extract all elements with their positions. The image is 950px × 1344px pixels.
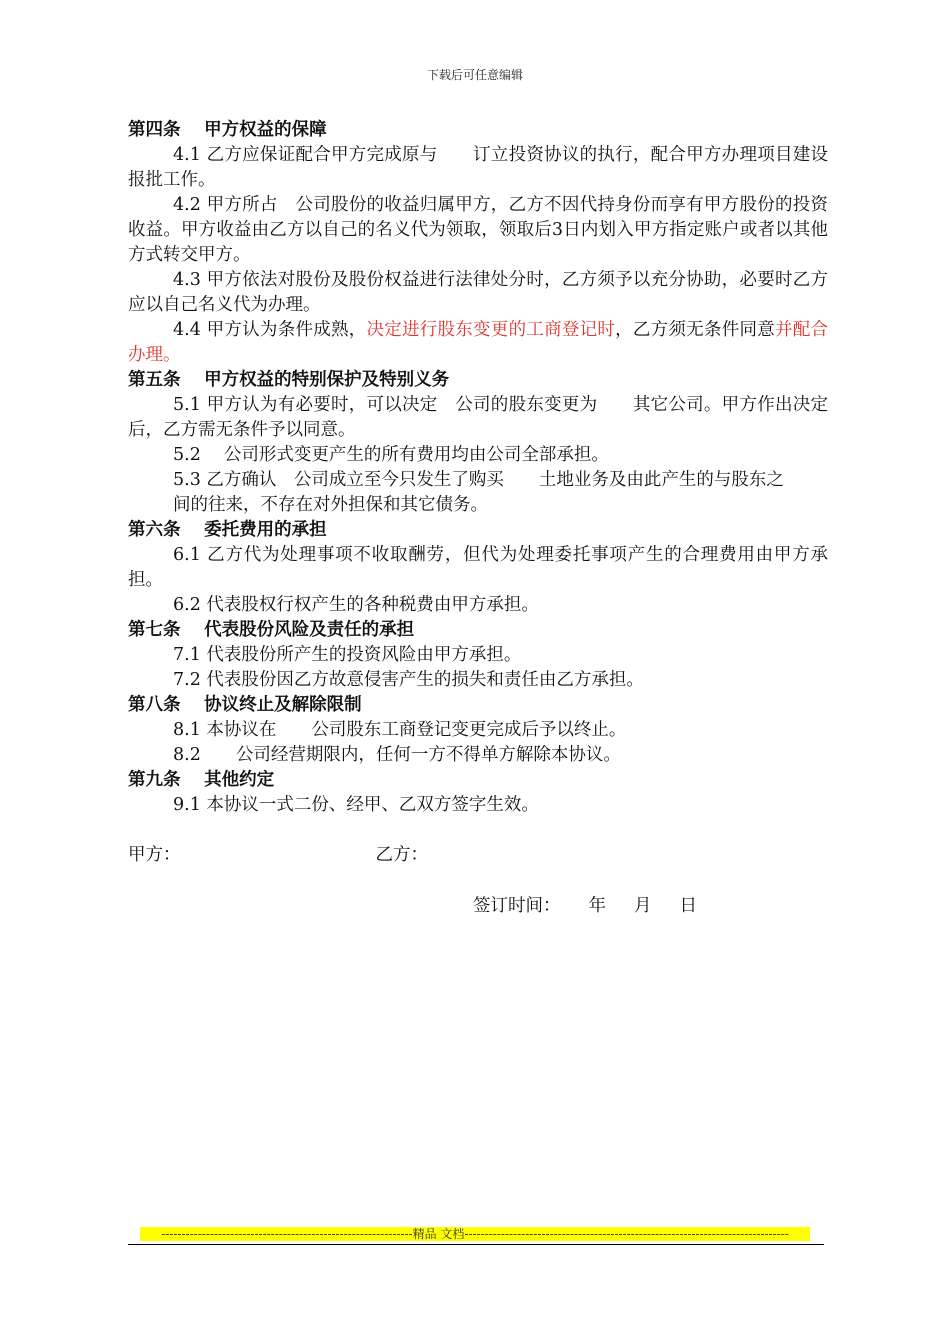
signing-date-label: 签订时间：	[473, 896, 561, 916]
clause-7-1: 7.1 代表股份所产生的投资风险由甲方承担。	[173, 645, 522, 665]
article-7-heading: 第七条 代表股份风险及责任的承担	[128, 620, 415, 640]
clause-4-4-highlight-end: 并配合办理。	[128, 320, 829, 365]
clause-6-2: 6.2 代表股权行权产生的各种税费由甲方承担。	[173, 595, 539, 615]
footer-watermark-bar	[140, 1227, 810, 1241]
clause-4-1: 4.1 乙方应保证配合甲方完成原与 订立投资协议的执行，配合甲方办理项目建设报批工作。	[128, 145, 828, 190]
footer-dashes-left: --------------------------------------------------------------	[161, 1227, 413, 1241]
footer-divider	[128, 1244, 824, 1245]
footer-dashes-right: --------------------------------------------------------------------------------	[464, 1227, 789, 1241]
party-b-label: 乙方：	[375, 845, 428, 865]
document-body	[128, 118, 828, 919]
article-8-heading: 第八条 协议终止及解除限制	[128, 695, 362, 715]
header-note: 下载后可任意编辑	[426, 68, 523, 82]
clause-5-1: 5.1 甲方认为有必要时，可以决定 公司的股东变更为 其它公司。甲方作出决定后，乙方需无条件予以同意。	[128, 395, 828, 440]
clause-4-4-highlight: 决定进行股东变更的工商登记时	[366, 320, 616, 340]
clause-5-3-line1: 5.3 乙方确认 公司成立至今只发生了购买 土地业务及由此产生的与股东之	[173, 470, 784, 490]
article-9-heading: 第九条 其他约定	[128, 770, 275, 790]
year-label: 年	[588, 896, 606, 916]
signature-parties	[128, 843, 828, 868]
clause-8-2: 8.2 公司经营期限内，任何一方不得单方解除本协议。	[173, 745, 621, 765]
clause-5-2: 5.2 公司形式变更产生的所有费用均由公司全部承担。	[173, 445, 609, 465]
month-label: 月	[634, 896, 652, 916]
day-label: 日	[679, 896, 697, 916]
clause-4-3: 4.3 甲方依法对股份及股份权益进行法律处分时，乙方须予以充分协助，必要时乙方应以自己名义代为办理。	[128, 270, 828, 315]
signing-date	[128, 894, 828, 919]
clause-4-4	[128, 318, 828, 368]
article-4-heading: 第四条 甲方权益的保障	[128, 120, 327, 140]
clause-5-3-line2: 间的往来，不存在对外担保和其它债务。	[173, 495, 488, 515]
footer-text: 精品 文档	[412, 1227, 465, 1241]
clause-9-1: 9.1 本协议一式二份、经甲、乙双方签字生效。	[173, 795, 539, 815]
clause-6-1: 6.1 乙方代为处理事项不收取酬劳，但代为处理委托事项产生的合理费用由甲方承担。	[128, 545, 828, 590]
clause-4-2: 4.2 甲方所占 公司股份的收益归属甲方，乙方不因代持身份而享有甲方股份的投资收益。甲方收益由乙方以自己的名义代为领取，领取后3日内划入甲方指定账户或者以其他方式转交甲方。	[128, 195, 828, 265]
clause-5-3	[128, 468, 828, 518]
article-5-heading: 第五条 甲方权益的特别保护及特别义务	[128, 370, 450, 390]
clause-7-2: 7.2 代表股份因乙方故意侵害产生的损失和责任由乙方承担。	[173, 670, 644, 690]
clause-4-4-text-mid: ，乙方须无条件同意	[615, 320, 775, 340]
clause-4-4-text: 4.4 甲方认为条件成熟，	[173, 320, 367, 340]
party-a-label: 甲方：	[128, 845, 181, 865]
article-6-heading: 第六条 委托费用的承担	[128, 520, 327, 540]
clause-8-1: 8.1 本协议在 公司股东工商登记变更完成后予以终止。	[173, 720, 627, 740]
